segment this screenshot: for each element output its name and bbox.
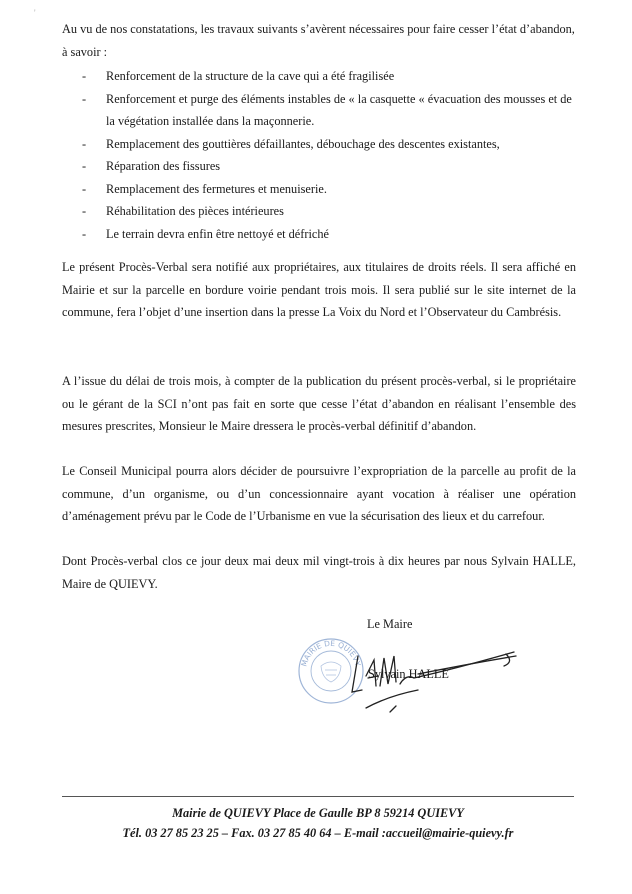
- list-marker: -: [82, 226, 87, 241]
- list-item-text: Réhabilitation des pièces intérieures: [106, 204, 284, 218]
- list-item: [62, 200, 576, 223]
- list-item-text: Renforcement et purge des éléments instables de « la casquette « évacuation des mousses et de la végétation installée dans la maçonnerie.: [106, 91, 572, 128]
- notification-paragraph: Le présent Procès-Verbal sera notifié aux propriétaires, aux titulaires de droits réels. Il sera affiché en Mairie et sur la parcelle en bordure voirie pendant trois mois. Il sera publié sur le site internet de la commune, fera l’objet d’une insertion dans la presse La Voix du Nord et l’Observateur du Cambrésis.: [62, 260, 576, 319]
- scan-artifact: ': [34, 8, 36, 18]
- expropriation-paragraph: Le Conseil Municipal pourra alors décider de poursuivre l’expropriation de la parcelle au profit de la commune, d’un organisme, ou d’un concessionnaire ayant vocation à réaliser une opération d’aménagement prévu par le Code de l’Urbanisme en vue la sécurisation des lieux et du carrefour.: [62, 464, 576, 523]
- list-item-text: Le terrain devra enfin être nettoyé et défriché: [106, 226, 329, 241]
- deadline-paragraph: A l’issue du délai de trois mois, à compter de la publication du présent procès-verbal, si le propriétaire ou le gérant de la SCI n’ont pas fait en sorte que cesse l’état d’abandon en réalisant l’ensemble des mesures prescrites, Monsieur le Maire dressera le procès-verbal définitif d’abandon.: [62, 374, 576, 433]
- stamp-text: MAIRIE DE QUIEVY: [299, 638, 363, 668]
- list-item: [62, 155, 576, 178]
- list-item: [62, 178, 576, 201]
- list-marker: -: [82, 181, 87, 196]
- list-marker: -: [82, 136, 87, 151]
- list-item-text: Remplacement des fermetures et menuiserie.: [106, 181, 327, 196]
- works-list: [62, 65, 576, 245]
- signatory-title: Le Maire: [367, 617, 413, 631]
- footer-contact: Tél. 03 27 85 23 25 – Fax. 03 27 85 40 64 – E-mail :accueil@mairie-quievy.fr: [122, 826, 514, 840]
- list-marker: -: [82, 159, 87, 173]
- list-marker: -: [82, 91, 87, 106]
- footer-address: Mairie de QUIEVY Place de Gaulle BP 8 59214 QUIEVY: [172, 806, 464, 820]
- list-item-text: Renforcement de la structure de la cave qui a été fragilisée: [106, 69, 395, 83]
- signatory-name: Sylvain HALLE: [368, 667, 449, 681]
- list-marker: -: [82, 204, 87, 218]
- list-item-text: Remplacement des gouttières défaillantes, débouchage des descentes existantes,: [106, 136, 500, 151]
- list-item: [62, 223, 576, 246]
- footer-divider: [62, 796, 574, 797]
- list-marker: -: [82, 69, 87, 83]
- intro-paragraph: Au vu de nos constatations, les travaux suivants s’avèrent nécessaires pour faire cesser l’état d’abandon, à savoir :: [62, 22, 575, 59]
- list-item: [62, 65, 576, 88]
- list-item: [62, 88, 576, 133]
- list-item: [62, 133, 576, 156]
- closing-paragraph: Dont Procès-verbal clos ce jour deux mai deux mil vingt-trois à dix heures par nous Sylvain HALLE, Maire de QUIEVY.: [62, 554, 576, 591]
- list-item-text: Réparation des fissures: [106, 159, 221, 173]
